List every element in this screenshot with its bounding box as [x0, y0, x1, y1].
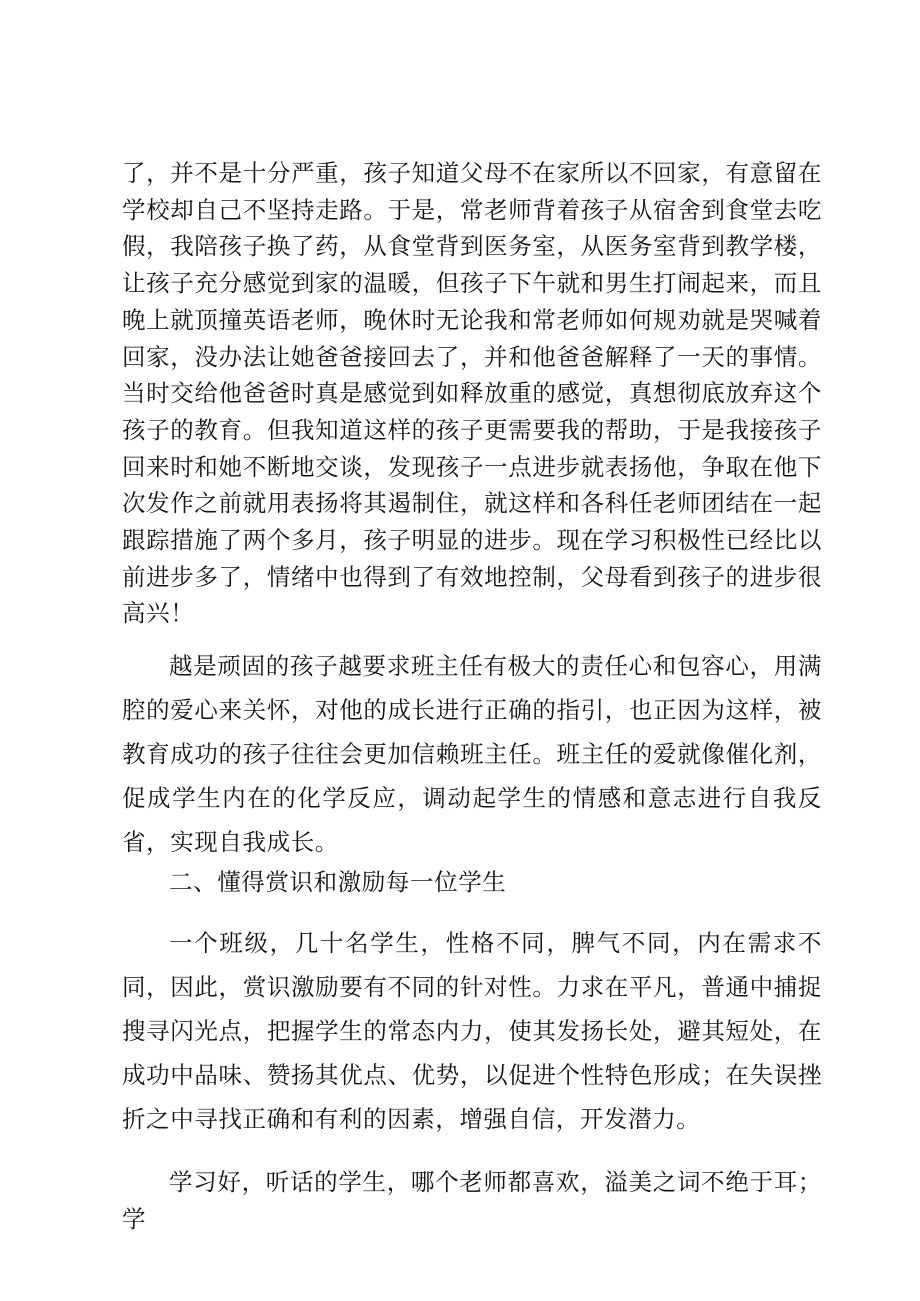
paragraph-good-students: 学习好，听话的学生，哪个老师都喜欢，溢美之词不绝于耳；学: [122, 1168, 822, 1233]
section-heading: 二、懂得赏识和激励每一位学生: [169, 868, 507, 897]
document-body: [122, 155, 822, 1238]
paragraph-appreciation: 一个班级，几十名学生，性格不同，脾气不同，内在需求不同，因此，赏识激励要有不同的针对性。力求在平凡，普通中捕捉搜寻闪光点，把握学生的常态内力，使其发扬长处，避其短处，在成功中品味、赞扬其优点、优势，以促进个性特色形成；在失误挫折之中寻找正确和有利的因素，增强自信，开发潜力。: [122, 929, 822, 1134]
paragraph-responsibility: 越是顽固的孩子越要求班主任有极大的责任心和包容心，用满腔的爱心来关怀，对他的成长进行正确的指引，也正因为这样，被教育成功的孩子往往会更加信赖班主任。班主任的爱就像催化剂，促成学生内在的化学反应，调动起学生的情感和意志进行自我反省，实现自我成长。: [122, 652, 822, 857]
paragraph-continued: 了，并不是十分严重，孩子知道父母不在家所以不回家，有意留在学校却自己不坚持走路。于是，常老师背着孩子从宿舍到食堂去吃假，我陪孩子换了药，从食堂背到医务室，从医务室背到教学楼，让孩子充分感觉到家的温暖，但孩子下午就和男生打闹起来，而且晚上就顶撞英语老师，晚休时无论我和常老师如何规劝就是哭喊着回家，没办法让她爸爸接回去了，并和他爸爸解释了一天的事情。当时交给他爸爸时真是感觉到如释放重的感觉，真想彻底放弃这个孩子的教育。但我知道这样的孩子更需要我的帮助，于是我接孩子回来时和她不断地交谈，发现孩子一点进步就表扬他，争取在他下次发作之前就用表扬将其遏制住，就这样和各科任老师团结在一起跟踪措施了两个多月，孩子明显的进步。现在学习积极性已经比以前进步多了，情绪中也得到了有效地控制，父母看到孩子的进步很高兴！: [122, 159, 822, 628]
